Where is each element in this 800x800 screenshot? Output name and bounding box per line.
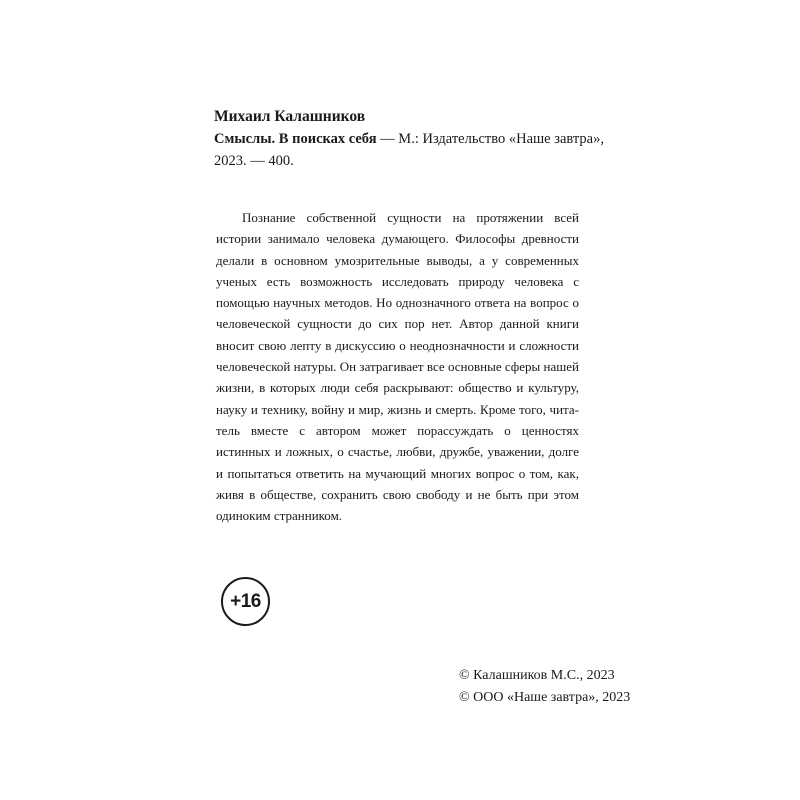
copyright-publisher: © ООО «Наше завтра», 2023 — [459, 690, 631, 705]
bibliographic-record — [214, 106, 614, 172]
age-rating-badge: +16 — [221, 577, 270, 626]
copyright-author: © Калашников М.С., 2023 — [459, 668, 615, 683]
author-name: Михаил Калашников — [214, 108, 366, 125]
copyright-block — [459, 665, 659, 709]
annotation-paragraph: Познание собственной сущности на протяжении всей истории занимало человека думающего. Философы древности делали в основном умозрительные выводы, а у современных ученых есть возможность исследовать природу человека с помощью научных методов. Но однозначного ответа на вопрос о человеческой сущности до сих пор нет. Автор данной книги вносит свою лепту в дискуссию о неоднозначности и сложности человеческой натуры. Он затрагивает все основные сферы нашей жизни, в которых люди себя раскрывают: общество и культуру, науку и технику, войну и мир, жизнь и смерть. Кроме того, читатель вместе с автором может порассуждать о ценностях истинных и ложных, о счастье, любви, дружбе, уважении, долге и попытаться ответить на мучающий многих вопрос о том, как, живя в обществе, сохранить свою свободу и не быть при этом одиноким странником. — [216, 210, 579, 524]
book-title: Смыслы. В поисках себя — [214, 131, 377, 147]
publisher-info: — М.: Издательство «Наше завтра», — [376, 131, 604, 147]
year-pages: 2023. — 400. — [214, 153, 294, 169]
title-line — [214, 128, 614, 150]
